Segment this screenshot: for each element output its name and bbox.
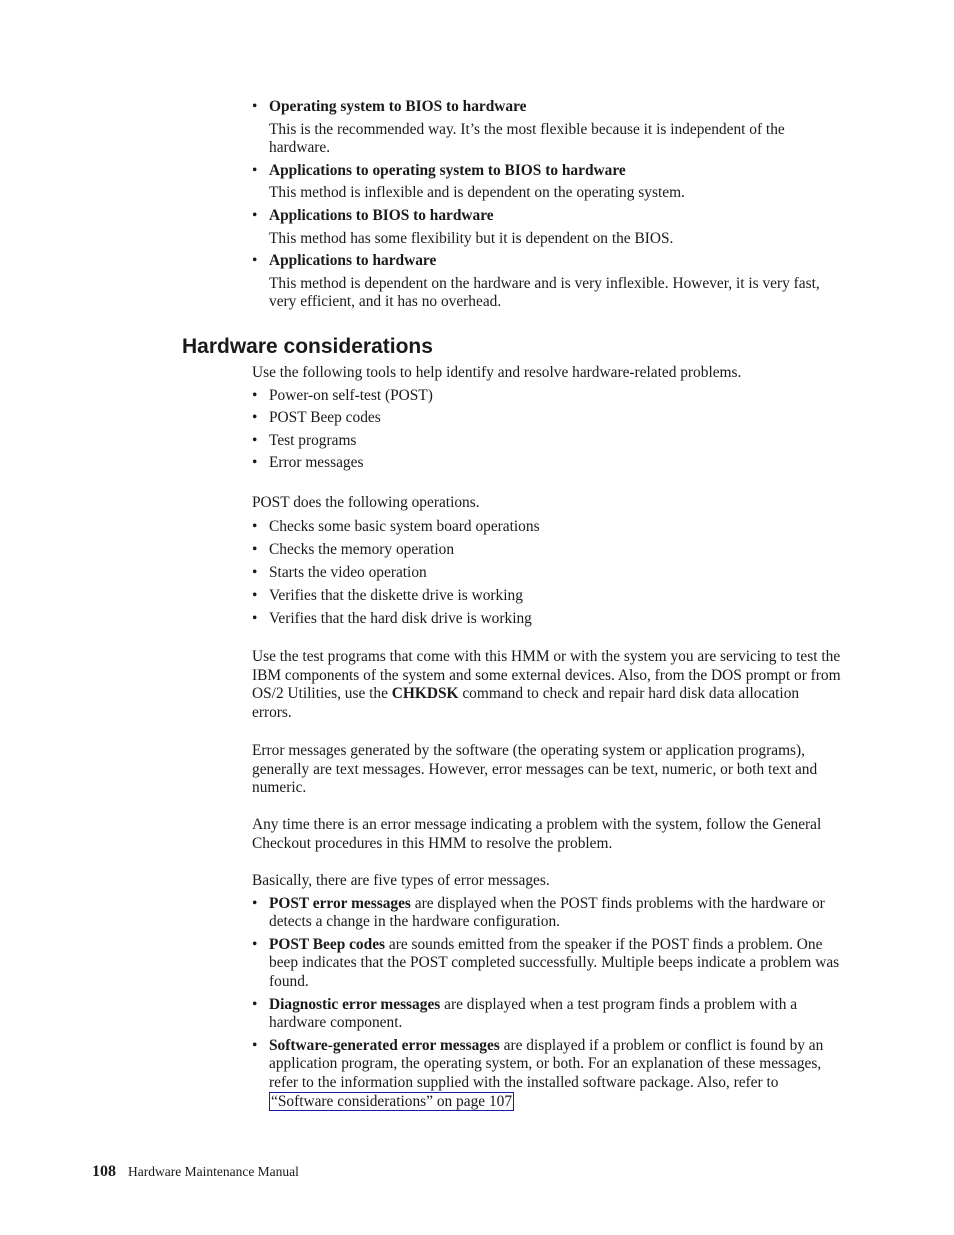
method-description: This method is inflexible and is dependent on the operating system. [269,184,685,202]
error-messages-block [252,742,842,798]
list-item: • Checks the memory operation [252,541,842,560]
section-heading: Hardware considerations [182,335,433,358]
list-item: • Verifies that the diskette drive is working [252,587,842,606]
post-intro: POST does the following operations. [252,494,480,511]
error-type-term: POST error messages [269,894,411,912]
error-type-term: Diagnostic error messages [269,995,441,1013]
post-block [252,494,842,629]
list-item: • Test programs [252,432,842,451]
list-item [252,162,842,203]
test-programs-block [252,648,842,722]
method-description: This method has some flexibility but it is dependent on the BIOS. [269,229,674,247]
method-title: Applications to operating system to BIOS to hardware [269,161,626,179]
chkdsk-command: CHKDSK [391,685,459,703]
method-description: This method is dependent on the hardware and is very inflexible. However, it is very fast, very efficient, and it has no overhead. [269,274,820,311]
tools-list [252,387,842,473]
software-considerations-link[interactable]: “Software considerations” on page 107 [271,1092,513,1110]
error-types-list [252,895,842,1112]
section-intro: Use the following tools to help identify and resolve hardware-related problems. [252,364,742,381]
error-types-block [252,872,842,1111]
page-number: 108 [92,1163,116,1180]
list-item [252,936,842,992]
access-methods [252,98,842,312]
method-title: Operating system to BIOS to hardware [269,98,527,115]
list-item: • POST Beep codes [252,409,842,428]
error-type-text: are sounds emitted from the speaker if the POST finds a problem. One beep indicates that the POST completed successfully. Multiple beeps indicate a problem was found. [269,935,840,990]
list-item: • Power-on self-test (POST) [252,387,842,406]
list-item [252,1037,842,1111]
tools-block [252,364,842,473]
test-text-after: command to check and repair hard disk data allocation errors. [252,685,800,721]
list-item: • Checks some basic system board operations [252,518,842,537]
error-type-text: are displayed when the POST finds problems with the hardware or detects a change in the hardware configuration. [269,894,825,931]
list-item: • Error messages [252,454,842,473]
test-text-before: Use the test programs that come with this HMM or with the system you are servicing to test the IBM components of the system and some external devices. Also, from the DOS prompt or from OS/2 Utilities, use the [252,648,841,703]
checkout-paragraph: Any time there is an error message indicating a problem with the system, follow the General Checkout procedures in this HMM to resolve the problem. [252,816,822,852]
method-title: Applications to BIOS to hardware [269,206,494,224]
list-item: • Verifies that the hard disk drive is working [252,610,842,629]
page-footer [92,1162,299,1182]
access-method-list [252,98,842,312]
list-item: • Starts the video operation [252,564,842,583]
error-type-term: Software-generated error messages [269,1036,500,1054]
list-item [252,996,842,1033]
method-description: This is the recommended way. It’s the most flexible because it is independent of the hardware. [269,120,785,157]
error-types-intro: Basically, there are five types of error messages. [252,872,550,889]
test-programs-paragraph [252,648,842,722]
method-title: Applications to hardware [269,252,437,270]
list-item [252,252,842,312]
list-item [252,98,842,158]
book-title: Hardware Maintenance Manual [128,1164,299,1179]
checkout-block [252,816,842,853]
error-type-text: are displayed if a problem or conflict is found by an application program, the operating system, or both. For an explanation of these messages, refer to the information supplied with the installed software package. Also, refer to [269,1036,824,1091]
error-type-term: POST Beep codes [269,935,386,953]
error-type-text: are displayed when a test program finds a problem with a hardware component. [269,995,798,1032]
list-item [252,207,842,248]
list-item [252,895,842,932]
error-messages-paragraph: Error messages generated by the software (the operating system or application programs), generally are text messages. However, error messages can be text, numeric, or both text and numeric. [252,742,818,797]
post-operations-list [252,518,842,629]
